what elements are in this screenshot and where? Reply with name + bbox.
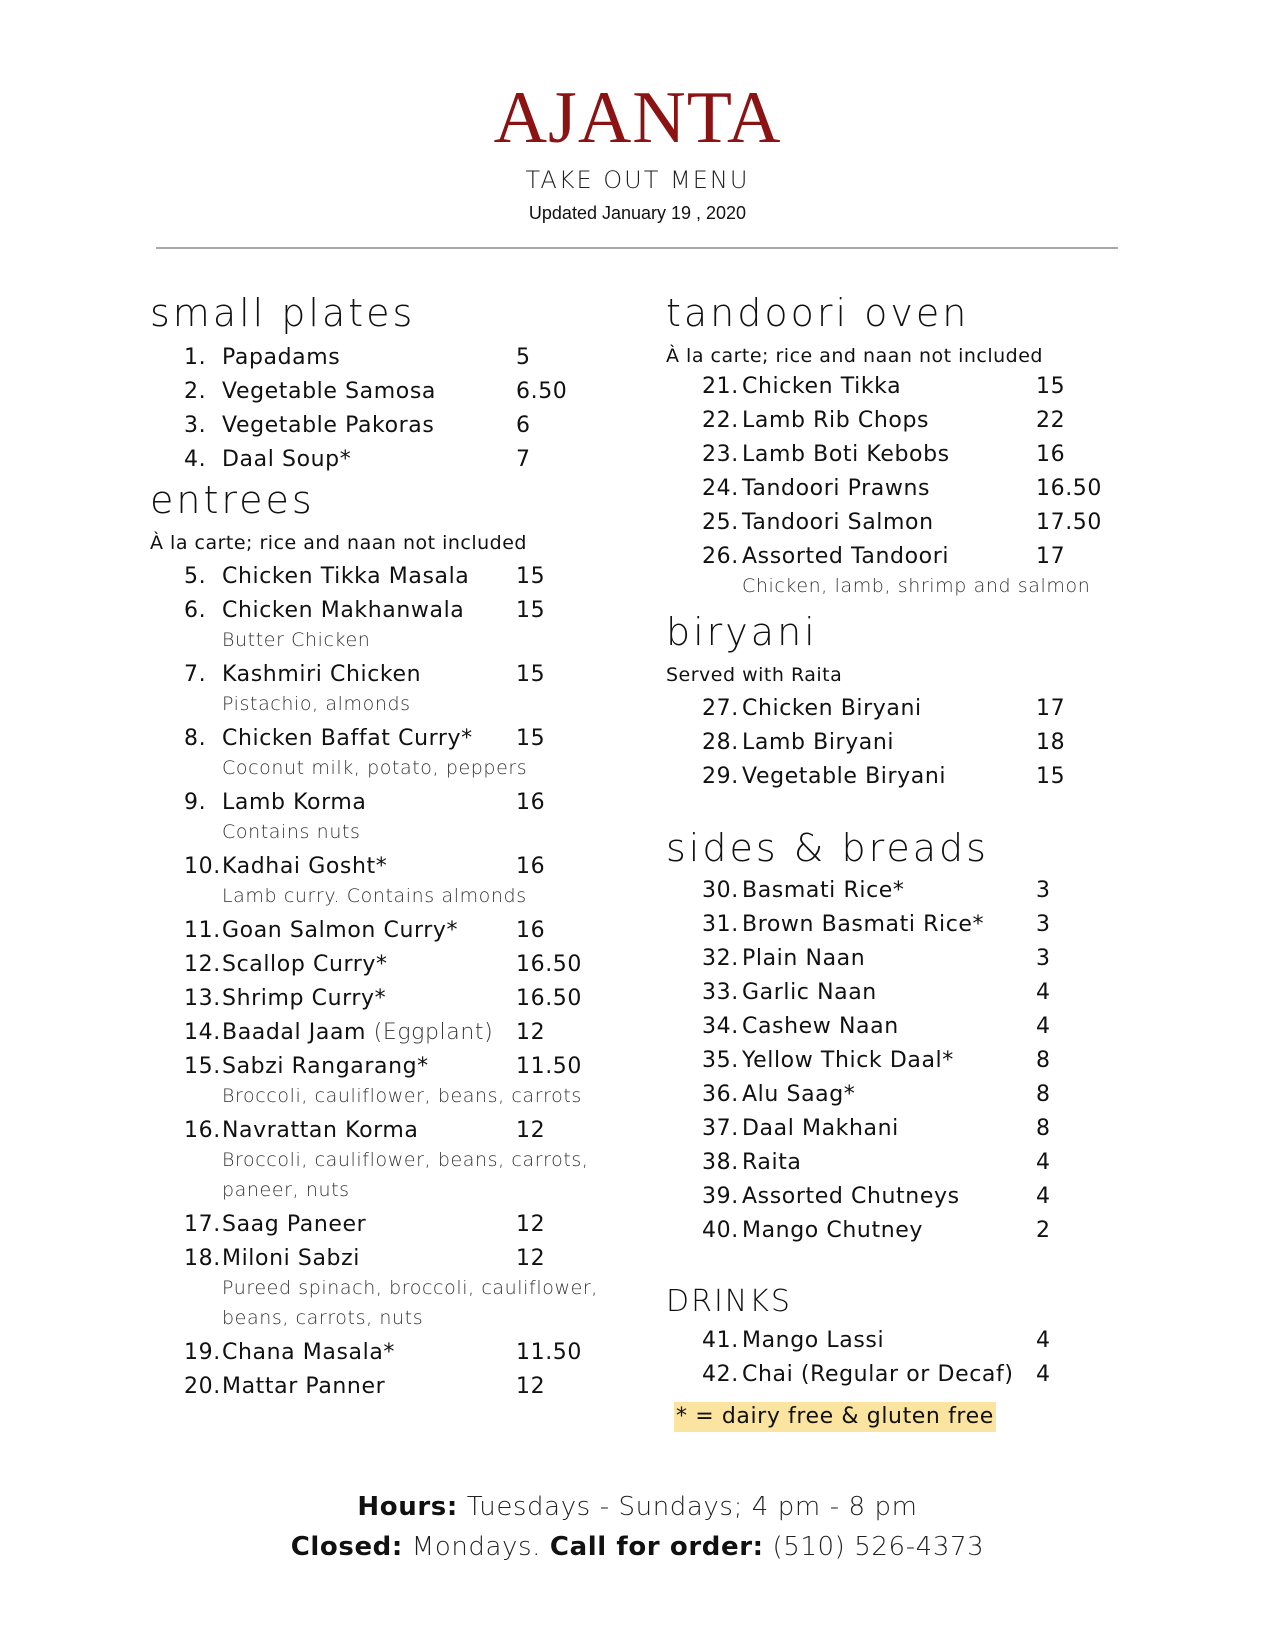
item-number: 21.: [702, 374, 739, 399]
item-name-text: Chana Masala*: [222, 1340, 396, 1365]
item-number: 2.: [184, 379, 207, 404]
item-price: 4: [1036, 1328, 1051, 1353]
item-name-extra: (Eggplant): [366, 1020, 494, 1045]
item-name: [742, 1046, 954, 1076]
item-price: 4: [1036, 1014, 1051, 1039]
item-price: 4: [1036, 1184, 1051, 1209]
item-price: 3: [1036, 878, 1051, 903]
item-description: Lamb curry. Contains almonds: [222, 885, 527, 907]
item-name: [222, 596, 464, 626]
item-price: 17: [1036, 544, 1066, 569]
updated-date: Updated January 19 , 2020: [528, 203, 747, 223]
menu-item: [0, 440, 1275, 470]
item-name-text: Tandoori Prawns: [742, 476, 931, 501]
menu-item: [0, 694, 1275, 724]
item-price: 6: [516, 413, 531, 438]
phone-number[interactable]: (510) 526-4373: [772, 1532, 985, 1562]
item-name-text: Chicken Biryani: [742, 696, 922, 721]
item-number: 25.: [702, 510, 739, 535]
item-number: 17.: [184, 1212, 221, 1237]
menu-item: [0, 372, 1275, 402]
menu-item: [0, 1182, 1275, 1212]
menu-item: [0, 788, 1275, 818]
item-name: [742, 1080, 855, 1110]
menu-item: [0, 660, 1275, 690]
item-name: [742, 1216, 923, 1246]
item-description: paneer, nuts: [222, 1179, 350, 1201]
item-number: 23.: [702, 442, 739, 467]
item-name-text: Yellow Thick Daal*: [742, 1048, 954, 1073]
section-title-sides: sides & breads: [666, 826, 989, 870]
item-name-text: Vegetable Samosa: [222, 379, 436, 404]
menu-item: [0, 1114, 1275, 1144]
item-price: 3: [1036, 946, 1051, 971]
item-number: 35.: [702, 1048, 739, 1073]
item-name-text: Daal Soup*: [222, 447, 352, 472]
item-price: 12: [516, 1374, 546, 1399]
item-name: [222, 343, 340, 373]
item-name: [742, 1360, 1014, 1390]
item-number: 1.: [184, 345, 207, 370]
menu-item: [0, 1216, 1275, 1246]
item-name: [742, 876, 905, 906]
item-name-text: Raita: [742, 1150, 802, 1175]
item-name: [742, 1148, 802, 1178]
item-number: 9.: [184, 790, 207, 815]
item-name: [222, 1244, 360, 1274]
item-number: 18.: [184, 1246, 221, 1271]
item-number: 39.: [702, 1184, 739, 1209]
item-name-text: Chai (Regular or Decaf): [742, 1362, 1014, 1387]
item-number: 13.: [184, 986, 221, 1011]
item-name-text: Mango Lassi: [742, 1328, 885, 1353]
item-price: 5: [516, 345, 531, 370]
item-price: 11.50: [516, 1340, 582, 1365]
item-number: 33.: [702, 980, 739, 1005]
item-price: 15: [516, 662, 546, 687]
item-number: 28.: [702, 730, 739, 755]
item-name-text: Alu Saag*: [742, 1082, 856, 1107]
item-name: [742, 1326, 884, 1356]
item-name-text: Sabzi Rangarang*: [222, 1054, 429, 1079]
hours-value: Tuesdays - Sundays; 4 pm - 8 pm: [466, 1492, 918, 1522]
item-number: 29.: [702, 764, 739, 789]
item-description: Broccoli, cauliflower, beans, carrots: [222, 1085, 582, 1107]
item-price: 17: [1036, 696, 1066, 721]
item-name-text: Vegetable Pakoras: [222, 413, 435, 438]
item-description: Pureed spinach, broccoli, cauliflower,: [222, 1277, 598, 1299]
hours-label: Hours:: [357, 1492, 458, 1522]
item-name-text: Navrattan Korma: [222, 1118, 419, 1143]
section-title-drinks: DRINKS: [666, 1284, 792, 1319]
item-price: 16.50: [516, 952, 582, 977]
item-description: Butter Chicken: [222, 629, 371, 651]
item-price: 8: [1036, 1082, 1051, 1107]
item-name: [742, 474, 930, 504]
section-title-small_plates: small plates: [150, 291, 416, 335]
item-number: 40.: [702, 1218, 739, 1243]
item-name: [742, 542, 949, 572]
item-number: 14.: [184, 1020, 221, 1045]
item-price: 16.50: [1036, 476, 1102, 501]
item-description: Contains nuts: [222, 821, 361, 843]
call-label: Call for order:: [549, 1532, 764, 1562]
item-price: 17.50: [1036, 510, 1102, 535]
item-name: [742, 910, 984, 940]
menu-item: [0, 1148, 1275, 1178]
item-price: 4: [1036, 1362, 1051, 1387]
item-name: [742, 1182, 960, 1212]
item-name-text: Daal Makhani: [742, 1116, 899, 1141]
item-number: 24.: [702, 476, 739, 501]
item-price: 16: [516, 918, 546, 943]
item-number: 37.: [702, 1116, 739, 1141]
item-price: 12: [516, 1246, 546, 1271]
menu-item: [0, 728, 1275, 758]
closed-value: Mondays.: [411, 1532, 542, 1562]
item-price: 2: [1036, 1218, 1051, 1243]
item-name-text: Chicken Tikka: [742, 374, 902, 399]
item-number: 22.: [702, 408, 739, 433]
menu-item: [0, 1360, 1275, 1390]
menu-subtitle: TAKE OUT MENU: [525, 166, 750, 194]
menu-item: [0, 1046, 1275, 1076]
item-number: 42.: [702, 1362, 739, 1387]
menu-item: [0, 343, 1275, 373]
item-number: 36.: [702, 1082, 739, 1107]
item-name-text: Assorted Chutneys: [742, 1184, 960, 1209]
item-name: [742, 508, 934, 538]
item-name-text: Scallop Curry*: [222, 952, 388, 977]
section-note-entrees: À la carte; rice and naan not included: [150, 532, 527, 554]
item-price: 16: [516, 790, 546, 815]
item-name-text: Chicken Baffat Curry*: [222, 726, 473, 751]
item-price: 3: [1036, 912, 1051, 937]
item-number: 27.: [702, 696, 739, 721]
item-description: Broccoli, cauliflower, beans, carrots,: [222, 1149, 589, 1171]
item-name: [742, 372, 901, 402]
item-name-text: Baadal Jaam: [222, 1020, 367, 1045]
menu-item: [0, 1012, 1275, 1042]
menu-item: [0, 910, 1275, 940]
item-name: [222, 788, 367, 818]
item-price: 7: [516, 447, 531, 472]
item-number: 41.: [702, 1328, 739, 1353]
item-name: [742, 1114, 899, 1144]
item-number: 5.: [184, 564, 207, 589]
closed-label: Closed:: [290, 1532, 403, 1562]
item-name: [742, 978, 877, 1008]
item-description: Pistachio, almonds: [222, 693, 411, 715]
section-title-entrees: entrees: [150, 478, 315, 522]
menu-item: [0, 978, 1275, 1008]
item-name-text: Garlic Naan: [742, 980, 877, 1005]
item-name-text: Lamb Korma: [222, 790, 367, 815]
menu-item: [0, 1326, 1275, 1356]
header-divider: [156, 247, 1118, 249]
item-price: 22: [1036, 408, 1066, 433]
item-price: 12: [516, 1212, 546, 1237]
menu-item: [0, 596, 1275, 626]
item-name-text: Miloni Sabzi: [222, 1246, 360, 1271]
item-name: [742, 694, 922, 724]
contact-line: [0, 1532, 1275, 1562]
item-number: 4.: [184, 447, 207, 472]
section-title-tandoori: tandoori oven: [666, 291, 970, 335]
item-number: 10.: [184, 854, 221, 879]
item-name: [742, 762, 946, 792]
item-name-text: Papadams: [222, 345, 341, 370]
item-number: 12.: [184, 952, 221, 977]
item-price: 15: [1036, 374, 1066, 399]
item-name-text: Brown Basmati Rice*: [742, 912, 985, 937]
item-price: 18: [1036, 730, 1066, 755]
item-name-text: Vegetable Biryani: [742, 764, 947, 789]
item-price: 15: [516, 564, 546, 589]
item-name-text: Kashmiri Chicken: [222, 662, 422, 687]
item-name-text: Goan Salmon Curry*: [222, 918, 459, 943]
item-name: [742, 1012, 899, 1042]
item-price: 6.50: [516, 379, 568, 404]
item-name-text: Plain Naan: [742, 946, 866, 971]
item-number: 30.: [702, 878, 739, 903]
item-name: [222, 660, 421, 690]
item-price: 8: [1036, 1116, 1051, 1141]
item-number: 11.: [184, 918, 221, 943]
item-number: 6.: [184, 598, 207, 623]
item-price: 12: [516, 1118, 546, 1143]
menu-item: [0, 944, 1275, 974]
item-description: Chicken, lamb, shrimp and salmon: [742, 575, 1091, 597]
item-number: 3.: [184, 413, 207, 438]
item-name-text: Lamb Rib Chops: [742, 408, 930, 433]
item-description: Coconut milk, potato, peppers: [222, 757, 528, 779]
section-note-biryani: Served with Raita: [666, 664, 843, 686]
item-number: 7.: [184, 662, 207, 687]
item-number: 20.: [184, 1374, 221, 1399]
item-price: 16: [516, 854, 546, 879]
item-name-text: Kadhai Gosht*: [222, 854, 388, 879]
item-number: 8.: [184, 726, 207, 751]
item-price: 15: [516, 598, 546, 623]
item-price: 11.50: [516, 1054, 582, 1079]
item-name: [742, 944, 865, 974]
item-name-text: Tandoori Salmon: [742, 510, 934, 535]
hours-line: [0, 1492, 1275, 1522]
item-name-text: Chicken Tikka Masala: [222, 564, 470, 589]
item-name-text: Basmati Rice*: [742, 878, 905, 903]
item-description: beans, carrots, nuts: [222, 1307, 424, 1329]
item-name-text: Assorted Tandoori: [742, 544, 950, 569]
item-name-text: Mattar Panner: [222, 1374, 386, 1399]
restaurant-logo-name: AJANTA: [493, 77, 782, 159]
section-note-tandoori: À la carte; rice and naan not included: [666, 345, 1043, 367]
item-number: 26.: [702, 544, 739, 569]
item-number: 32.: [702, 946, 739, 971]
item-number: 34.: [702, 1014, 739, 1039]
item-price: 4: [1036, 980, 1051, 1005]
menu-item: [0, 542, 1275, 572]
item-price: 4: [1036, 1150, 1051, 1175]
item-name-text: Chicken Makhanwala: [222, 598, 465, 623]
menu-item: [0, 1080, 1275, 1110]
item-number: 38.: [702, 1150, 739, 1175]
item-price: 15: [516, 726, 546, 751]
item-price: 12: [516, 1020, 546, 1045]
item-name-text: Cashew Naan: [742, 1014, 899, 1039]
item-name: [742, 728, 894, 758]
item-name-text: Shrimp Curry*: [222, 986, 387, 1011]
menu-item: [0, 1244, 1275, 1274]
item-price: 16.50: [516, 986, 582, 1011]
item-name-text: Mango Chutney: [742, 1218, 923, 1243]
menu-item: [0, 406, 1275, 436]
menu-item: [0, 474, 1275, 504]
menu-item: [0, 876, 1275, 906]
menu-item: [0, 762, 1275, 792]
item-number: 31.: [702, 912, 739, 937]
dietary-legend: * = dairy free & gluten free: [674, 1402, 996, 1432]
item-name: [742, 406, 929, 436]
item-price: 16: [1036, 442, 1066, 467]
item-number: 19.: [184, 1340, 221, 1365]
section-title-biryani: biryani: [666, 610, 818, 654]
item-number: 15.: [184, 1054, 221, 1079]
item-price: 8: [1036, 1048, 1051, 1073]
item-name: [742, 440, 950, 470]
item-number: 16.: [184, 1118, 221, 1143]
item-price: 15: [1036, 764, 1066, 789]
item-name-text: Saag Paneer: [222, 1212, 367, 1237]
item-name-text: Lamb Boti Kebobs: [742, 442, 950, 467]
menu-item: [0, 508, 1275, 538]
item-name-text: Lamb Biryani: [742, 730, 895, 755]
